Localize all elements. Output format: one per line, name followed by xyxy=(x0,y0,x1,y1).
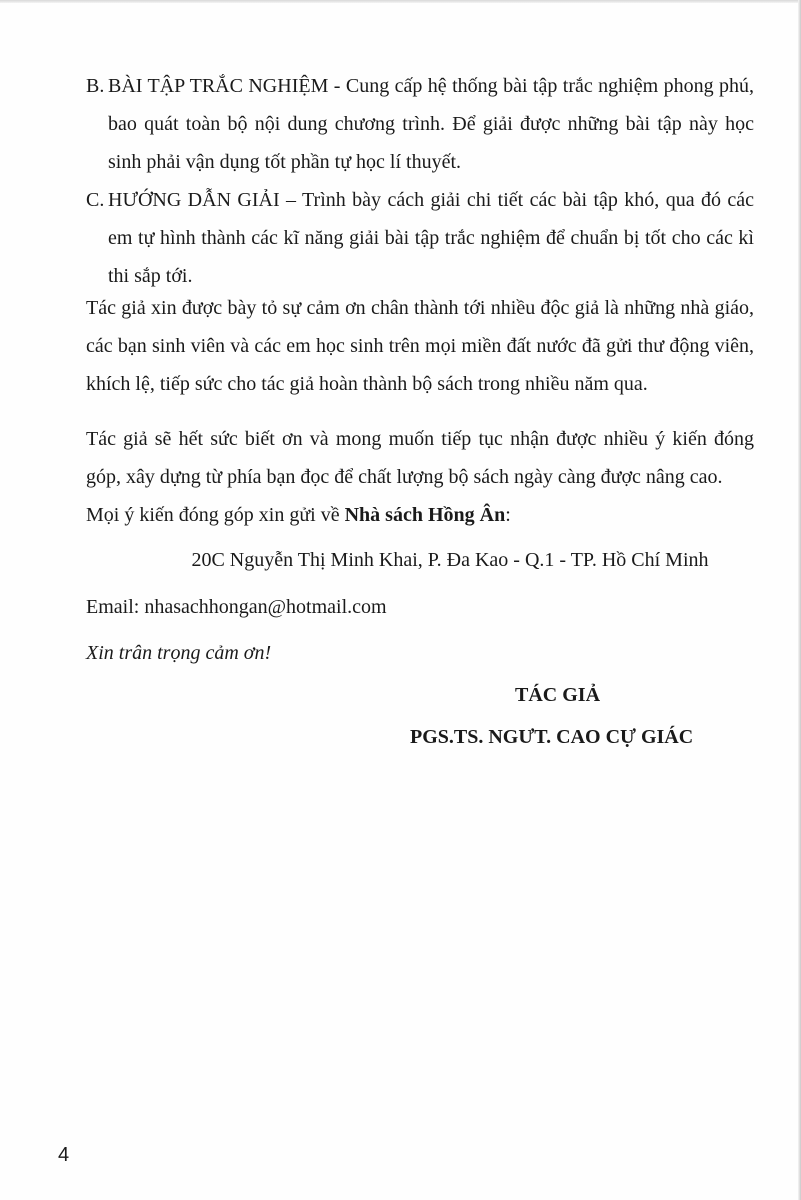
paragraph-feedback xyxy=(86,420,754,496)
contact-email: Email: nhasachhongan@hotmail.com xyxy=(86,596,387,618)
closing-line: Xin trân trọng cảm ơn! xyxy=(86,642,272,664)
publisher-name: Nhà sách Hồng Ân xyxy=(344,504,506,526)
paragraph-thanks-text: Tác giả xin được bày tỏ sự cảm ơn chân thành tới nhiều độc giả là những nhà giáo, các bạn sinh viên và các em học sinh trên mọi miền đất nước đã gửi thư động viên, khích lệ, tiếp sức cho tác giả hoàn thành bộ sách trong nhiều năm qua. xyxy=(86,297,754,395)
contact-intro xyxy=(86,496,754,534)
page-top-edge xyxy=(0,0,801,3)
list-item-b xyxy=(86,67,754,181)
list-item-c xyxy=(86,181,754,295)
list-item-b-text: BÀI TẬP TRẮC NGHIỆM - Cung cấp hệ thống bài tập trắc nghiệm phong phú, bao quát toàn bộ nội dung chương trình. Để giải được những bài tập này học sinh phải vận dụng tốt phần tự học lí thuyết. xyxy=(108,75,754,173)
list-item-c-text: HƯỚNG DẪN GIẢI – Trình bày cách giải chi tiết các bài tập khó, qua đó các em tự hình thành các kĩ năng giải bài tập trắc nghiệm để chuẩn bị tốt cho các kì thi sắp tới. xyxy=(108,189,754,287)
paragraph-thanks xyxy=(86,289,754,403)
signature-name: PGS.TS. NGƯT. CAO CỰ GIÁC xyxy=(410,726,694,748)
list-marker-b: B. xyxy=(86,75,105,97)
publisher-address: 20C Nguyễn Thị Minh Khai, P. Đa Kao - Q.1 - TP. Hồ Chí Minh xyxy=(191,549,709,571)
paragraph-feedback-text: Tác giả sẽ hết sức biết ơn và mong muốn tiếp tục nhận được nhiều ý kiến đóng góp, xây dựng từ phía bạn đọc để chất lượng bộ sách ngày càng được nâng cao. xyxy=(86,428,754,488)
contact-intro-text: Mọi ý kiến đóng góp xin gửi về xyxy=(86,504,345,526)
page-number: 4 xyxy=(58,1144,70,1166)
list-marker-c: C. xyxy=(86,189,105,211)
signature-role: TÁC GIẢ xyxy=(515,684,601,706)
contact-colon: : xyxy=(505,504,511,526)
